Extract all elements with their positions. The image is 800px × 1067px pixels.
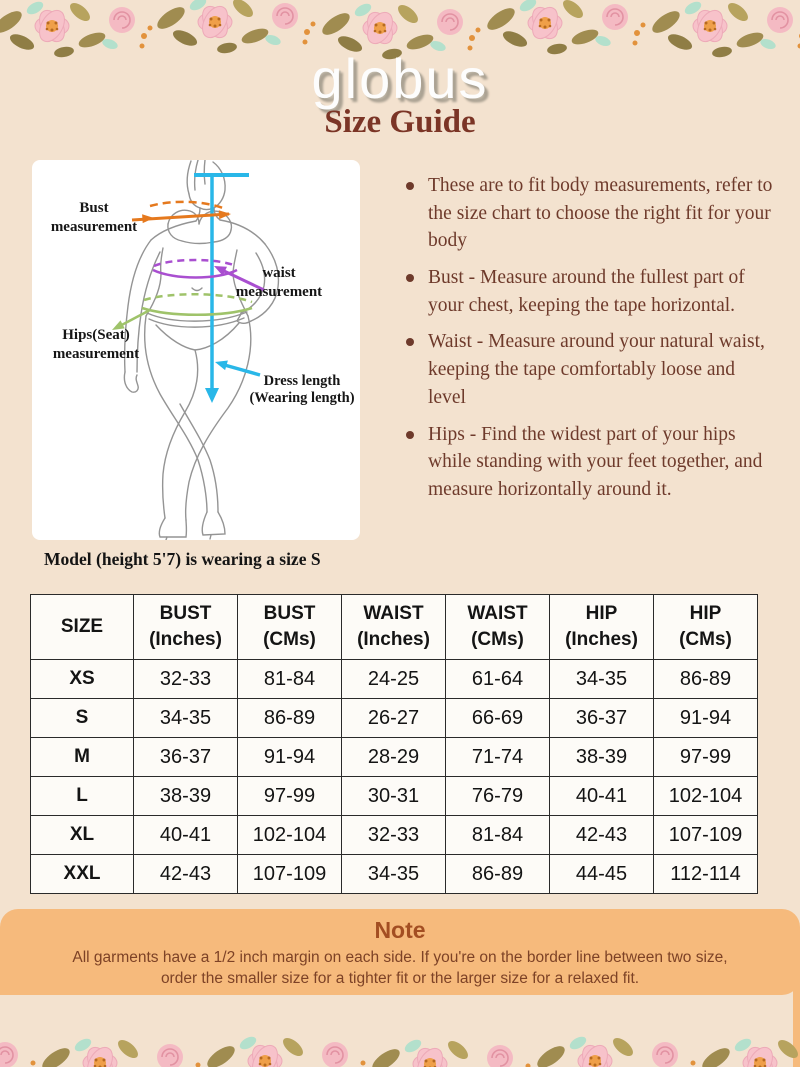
bust-label-line2: measurement <box>50 219 138 235</box>
value-cell: 86-89 <box>654 660 758 699</box>
size-cell: M <box>31 738 134 777</box>
value-cell: 66-69 <box>446 699 550 738</box>
body-measurement-figure <box>32 160 360 540</box>
hips-label-line2: measurement <box>52 346 140 362</box>
value-cell: 97-99 <box>654 738 758 777</box>
value-cell: 28-29 <box>342 738 446 777</box>
size-cell: XXL <box>31 855 134 894</box>
value-cell: 107-109 <box>654 816 758 855</box>
bust-label: Bust <box>79 200 109 216</box>
page-title: Size Guide <box>324 104 476 140</box>
value-cell: 76-79 <box>446 777 550 816</box>
size-chart-table <box>30 594 758 894</box>
value-cell: 81-84 <box>446 816 550 855</box>
value-cell: 26-27 <box>342 699 446 738</box>
column-header-hip-cms: HIP (CMs) <box>654 595 758 660</box>
hips-measurement-arrow <box>112 294 252 330</box>
value-cell: 38-39 <box>134 777 238 816</box>
value-cell: 32-33 <box>134 660 238 699</box>
value-cell: 36-37 <box>134 738 238 777</box>
value-cell: 102-104 <box>238 816 342 855</box>
value-cell: 34-35 <box>550 660 654 699</box>
value-cell: 40-41 <box>134 816 238 855</box>
value-cell: 42-43 <box>134 855 238 894</box>
column-header-hip-inches: HIP (Inches) <box>550 595 654 660</box>
value-cell: 32-33 <box>342 816 446 855</box>
value-cell: 24-25 <box>342 660 446 699</box>
column-header-waist-inches: WAIST (Inches) <box>342 595 446 660</box>
table-row-s <box>31 699 758 738</box>
note-text: All garments have a 1/2 inch margin on each side. If you're on the border line between two size, order the smaller size for a tighter fit or the larger size for a relaxed fit. <box>72 949 728 987</box>
value-cell: 81-84 <box>238 660 342 699</box>
table-row-xl <box>31 816 758 855</box>
value-cell: 86-89 <box>238 699 342 738</box>
measurement-diagram <box>32 160 360 540</box>
size-cell: XS <box>31 660 134 699</box>
value-cell: 86-89 <box>446 855 550 894</box>
value-cell: 40-41 <box>550 777 654 816</box>
value-cell: 107-109 <box>238 855 342 894</box>
value-cell: 38-39 <box>550 738 654 777</box>
value-cell: 44-45 <box>550 855 654 894</box>
value-cell: 102-104 <box>654 777 758 816</box>
table-row-m <box>31 738 758 777</box>
waist-label-line2: measurement <box>235 284 323 300</box>
table-row-l <box>31 777 758 816</box>
value-cell: 91-94 <box>654 699 758 738</box>
value-cell: 112-114 <box>654 855 758 894</box>
instruction-item-waist: Waist - Measure around your natural waist, keeping the tape comfortably loose and level <box>402 328 774 411</box>
column-header-waist-cms: WAIST (CMs) <box>446 595 550 660</box>
value-cell: 97-99 <box>238 777 342 816</box>
dress-length-label-line2: (Wearing length) <box>249 390 355 406</box>
measurement-instructions <box>402 172 774 513</box>
value-cell: 36-37 <box>550 699 654 738</box>
size-cell: L <box>31 777 134 816</box>
size-cell: XL <box>31 816 134 855</box>
value-cell: 34-35 <box>342 855 446 894</box>
table-row-xs <box>31 660 758 699</box>
value-cell: 42-43 <box>550 816 654 855</box>
floral-border-bottom-image <box>0 1025 800 1067</box>
column-header-bust-cms: BUST (CMs) <box>238 595 342 660</box>
size-cell: S <box>31 699 134 738</box>
note-title: Note <box>374 917 426 943</box>
instruction-item-hips: Hips - Find the widest part of your hips while standing with your feet together, and measure horizontally around it. <box>402 421 774 504</box>
table-row-xxl <box>31 855 758 894</box>
hips-label: Hips(Seat) <box>62 327 130 343</box>
table-header-row <box>31 595 758 660</box>
value-cell: 71-74 <box>446 738 550 777</box>
note-section <box>0 909 800 995</box>
instruction-item-bust: Bust - Measure around the fullest part of your chest, keeping the tape horizontal. <box>402 264 774 319</box>
dress-length-label: Dress length <box>263 373 341 389</box>
instruction-item-fit: These are to fit body measurements, refer to the size chart to choose the right fit for your body <box>402 172 774 255</box>
model-size-note: Model (height 5'7) is wearing a size S <box>44 549 321 569</box>
column-header-bust-inches: BUST (Inches) <box>134 595 238 660</box>
value-cell: 30-31 <box>342 777 446 816</box>
bust-measurement-arrow <box>132 202 231 223</box>
value-cell: 91-94 <box>238 738 342 777</box>
waist-label: waist <box>262 265 296 281</box>
value-cell: 34-35 <box>134 699 238 738</box>
value-cell: 61-64 <box>446 660 550 699</box>
column-header-size: SIZE <box>31 595 134 660</box>
brand-logo: globus <box>311 47 489 110</box>
